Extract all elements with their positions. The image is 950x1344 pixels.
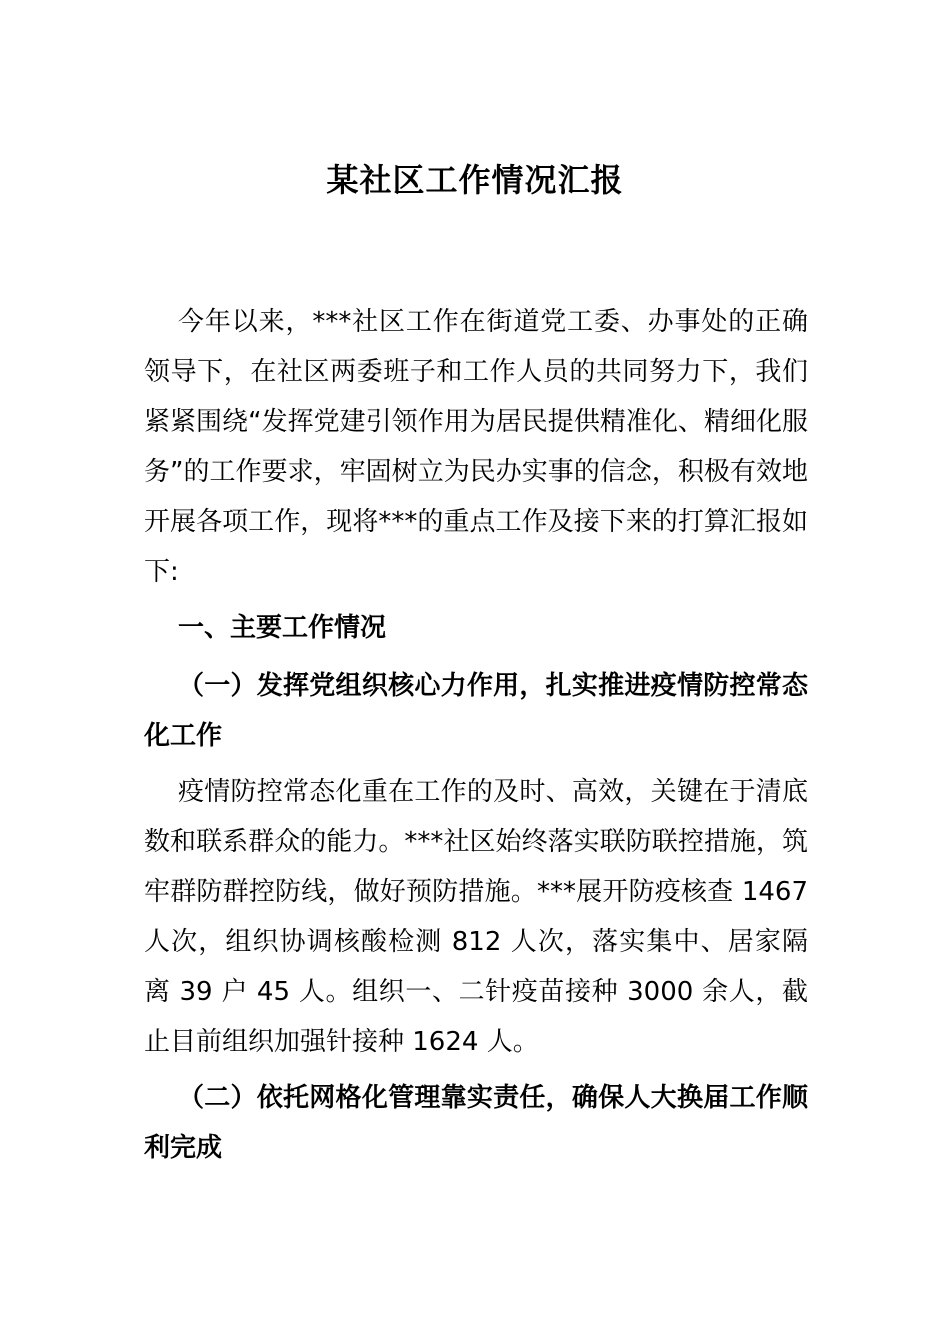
subsection-heading-1: （一）发挥党组织核心力作用，扎实推进疫情防控常态化工作 [144, 671, 808, 751]
document-title: 某社区工作情况汇报 [326, 161, 624, 199]
subsection-1-paragraph: 疫情防控常态化重在工作的及时、高效，关键在于清底数和联系群众的能力。***社区始终落实联防联控措施，筑牢群防群控防线，做好预防措施。***展开防疫核查 1467 人次，组织协调核酸检测 812 人次，落实集中、居家隔离 39 户 45 人。组织一、二针疫苗接种 3000 余人，截止目前组织加强针接种 1624 人。 [144, 777, 808, 1057]
section-heading-main-work: 一、主要工作情况 [178, 613, 387, 643]
intro-paragraph: 今年以来，***社区工作在街道党工委、办事处的正确领导下，在社区两委班子和工作人员的共同努力下，我们紧紧围绕“发挥党建引领作用为居民提供精准化、精细化服务”的工作要求，牢固树立为民办实事的信念，积极有效地开展各项工作，现将***的重点工作及接下来的打算汇报如下: [144, 307, 808, 587]
subsection-heading-2: （二）依托网格化管理靠实责任，确保人大换届工作顺利完成 [144, 1083, 808, 1163]
